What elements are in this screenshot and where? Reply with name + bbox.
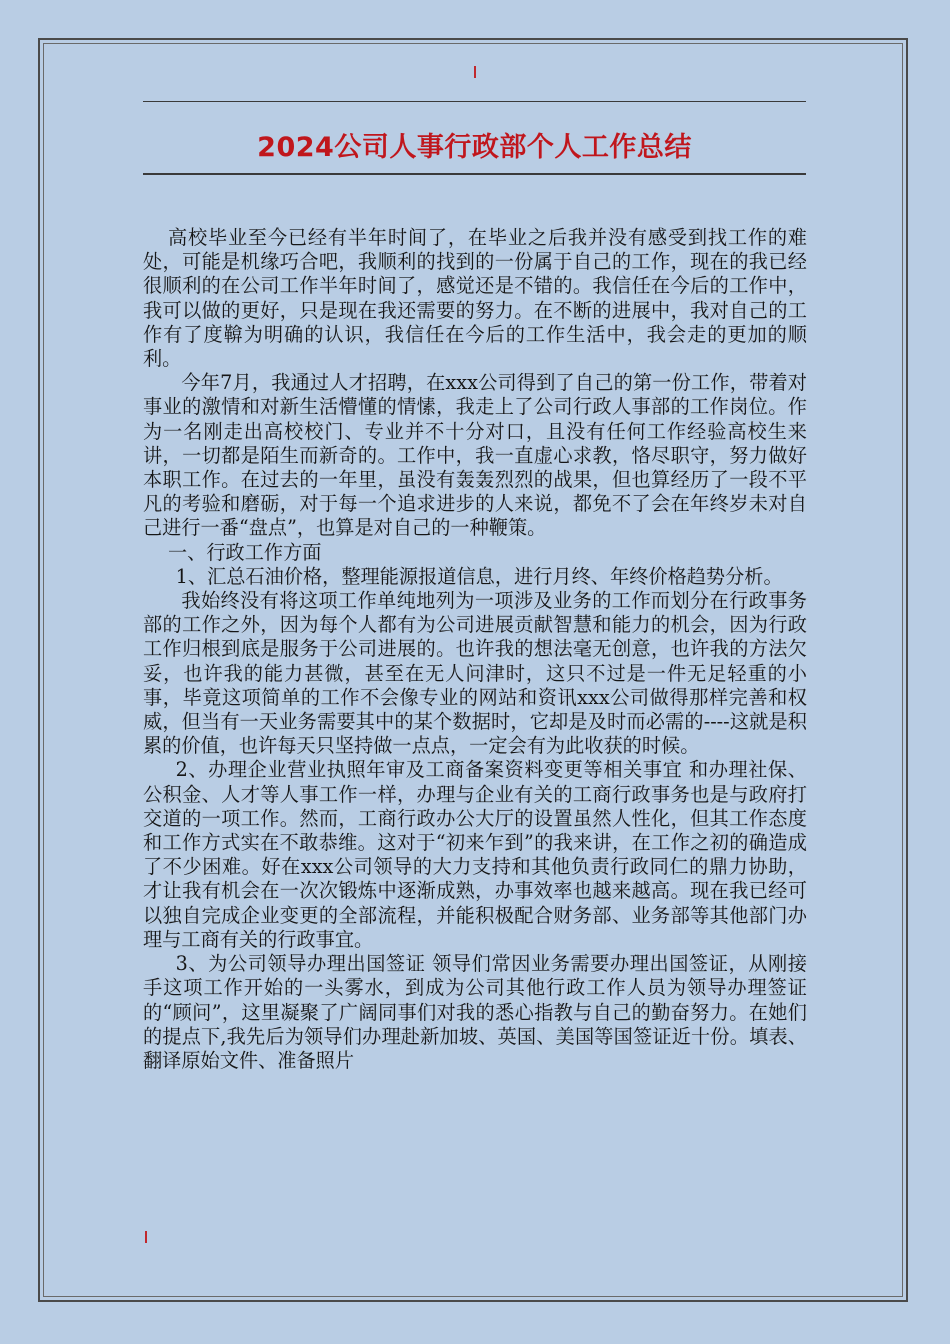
header-mark (474, 66, 476, 78)
document-body (143, 226, 807, 1073)
title-rule (143, 173, 806, 175)
section-heading-admin: 一、行政工作方面 (167, 540, 322, 564)
item-2-paragraph: 2、办理企业营业执照年审及工商备案资料变更等相关事宜 和办理社保、公积金、人才等人事工作一样，办理与企业有关的工商行政事务也是与政府打交道的一项工作。然而，工商行政办公大厅的设置虽然人性化，但其工作态度和工作方式实在不敢恭维。这对于“初来乍到”的我来讲，在工作之初的确造成了不少困难。好在xxx公司领导的大力支持和其他负责行政同仁的鼎力协助，才让我有机会在一次次锻炼中逐渐成熟，办事效率也越来越高。现在我已经可以独自完成企业变更的全部流程，并能积极配合财务部、业务部等其他部门办理与工商有关的行政事宜。 (143, 758, 807, 951)
item-1-heading: 1、汇总石油价格，整理能源报道信息，进行月终、年终价格趋势分析。 (175, 564, 783, 588)
paragraph-july: 今年7月，我通过人才招聘，在xxx公司得到了自己的第一份工作，带着对事业的激情和对新生活懵懂的情愫，我走上了公司行政人事部的工作岗位。作为一名刚走出高校校门、专业并不十分对口，且没有任何工作经验高校生来讲，一切都是陌生而新奇的。工作中，我一直虚心求教，恪尽职守，努力做好本职工作。在过去的一年里，虽没有轰轰烈烈的战果，但也算经历了一段不平凡的考验和磨砺，对于每一个追求进步的人来说，都免不了会在年终岁未对自己进行一番“盘点”，也算是对自己的一种鞭策。 (143, 371, 807, 540)
paragraph-intro: 高校毕业至今已经有半年时间了，在毕业之后我并没有感受到找工作的难处，可能是机缘巧合吧，我顺利的找到的一份属于自己的工作，现在的我已经很顺利的在公司工作半年时间了，感觉还是不错的。我信任在今后的工作中，我可以做的更好，只是现在我还需要的努力。在不断的进展中，我对自己的工作有了度鞥为明确的认识，我信任在今后的工作生活中，我会走的更加的顺利。 (143, 226, 807, 371)
footer-mark (145, 1231, 147, 1243)
header-rule (143, 101, 806, 102)
paragraph-item-1: 我始终没有将这项工作单纯地列为一项涉及业务的工作而划分在行政事务部的工作之外，因为每个人都有为公司进展贡献智慧和能力的机会，因为行政工作归根到底是服务于公司进展的。也许我的想法毫无创意，也许我的方法欠妥，也许我的能力甚微，甚至在无人问津时，这只不过是一件无足轻重的小事，毕竟这项简单的工作不会像专业的网站和资讯xxx公司做得那样完善和权威，但当有一天业务需要其中的某个数据时，它却是及时而必需的----这就是积累的价值，也许每天只坚持做一点点，一定会有为此收获的时候。 (143, 589, 807, 758)
document-title: 2024公司人事行政部个人工作总结 (257, 132, 692, 163)
item-3-paragraph: 3、为公司领导办理出国签证 领导们常因业务需要办理出国签证，从刚接手这项工作开始的一头雾水，到成为公司其他行政工作人员为领导办理签证的“顾问”，这里凝聚了广阔同事们对我的悉心指教与自己的勤奋努力。在她们的提点下,我先后为领导们办理赴新加坡、英国、美国等国签证近十份。填表、翻译原始文件、准备照片 (143, 952, 807, 1072)
